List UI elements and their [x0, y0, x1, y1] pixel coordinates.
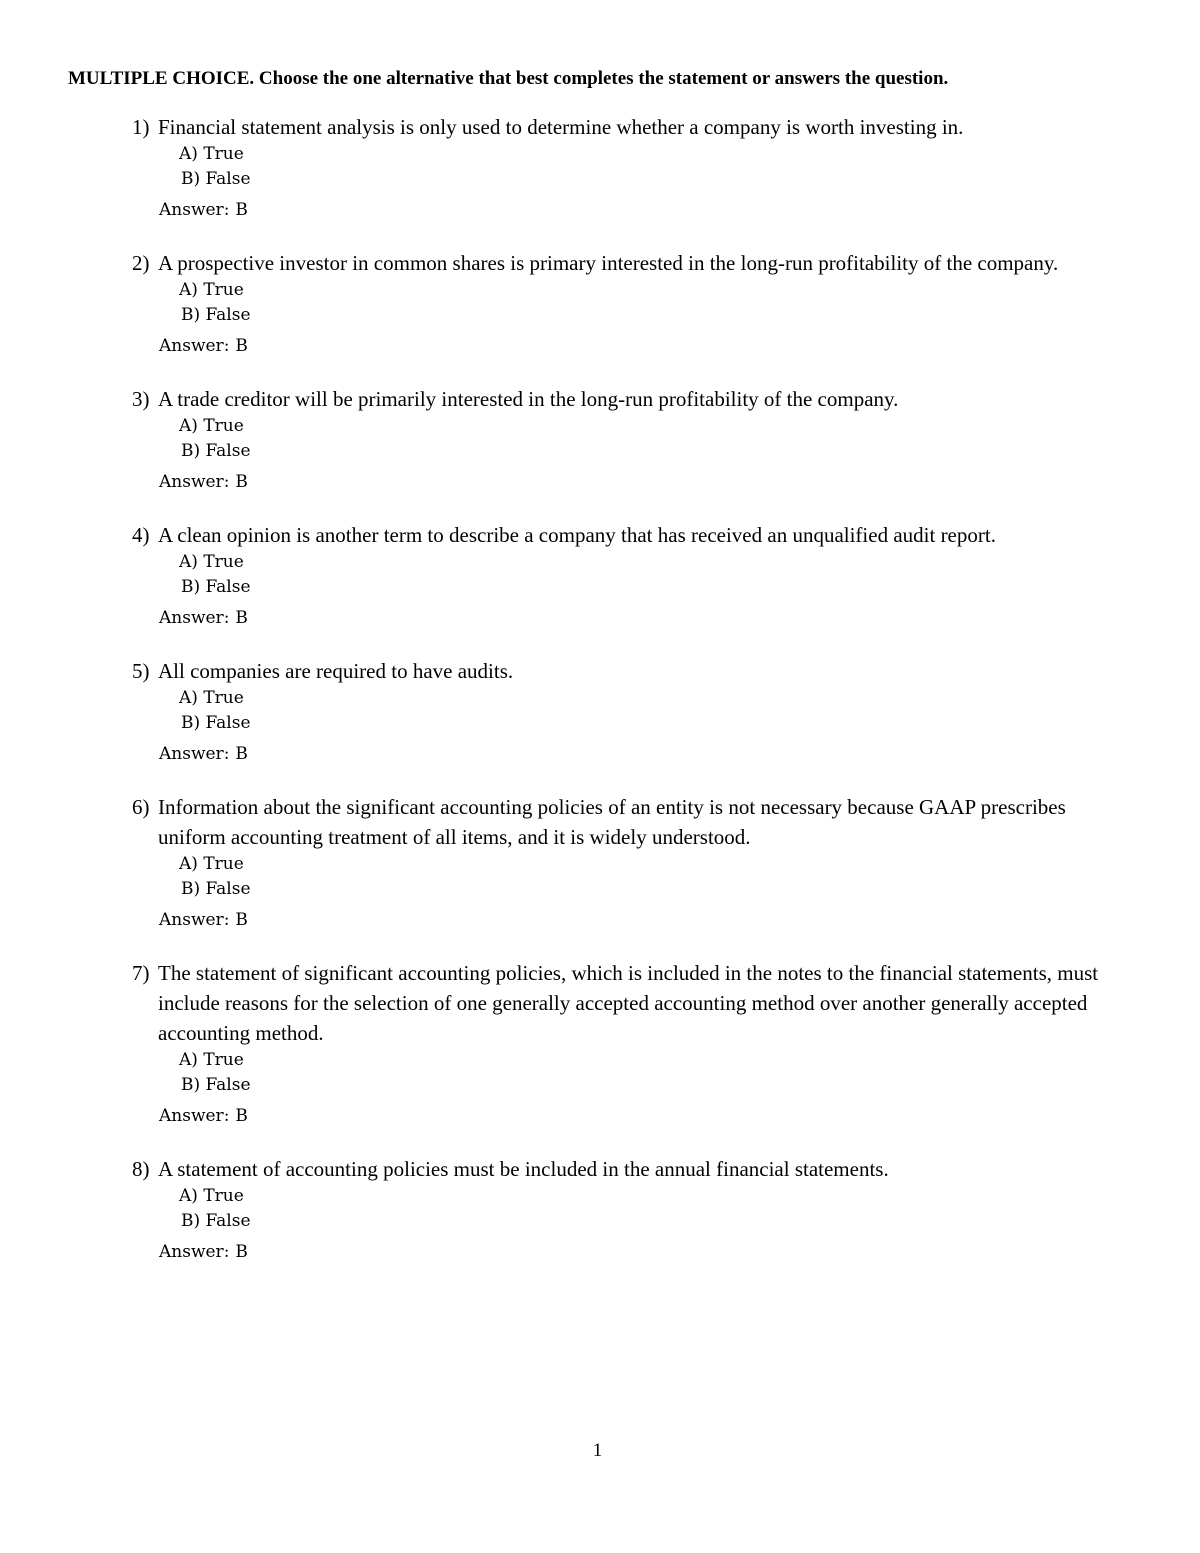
question-stem — [132, 1154, 1122, 1184]
answer-line — [159, 334, 1122, 359]
answer-value: B — [235, 1106, 248, 1126]
question-item — [132, 656, 1122, 767]
option-list — [179, 686, 1122, 736]
question-text: A clean opinion is another term to describe a company that has received an unqualified audit report. — [158, 523, 996, 547]
question-text: Information about the significant accounting policies of an entity is not necessary because GAAP prescribes uniform accounting treatment of all items, and it is widely understood. — [158, 795, 1066, 849]
answer-value: B — [235, 200, 248, 220]
question-stem — [132, 958, 1122, 1048]
option-b: B) False — [181, 879, 251, 899]
option-list — [179, 1184, 1122, 1234]
answer-line — [159, 1240, 1122, 1265]
option-a: A) True — [179, 416, 244, 436]
answer-line — [159, 742, 1122, 767]
section-heading: MULTIPLE CHOICE. Choose the one alternative that best completes the statement or answers the question. — [68, 68, 949, 89]
option-b: B) False — [181, 1075, 251, 1095]
question-text: Financial statement analysis is only used to determine whether a company is worth investing in. — [158, 115, 964, 139]
option-a: A) True — [179, 280, 244, 300]
option-list — [179, 852, 1122, 902]
question-number: 3) — [132, 387, 150, 411]
answer-line — [159, 198, 1122, 223]
question-text: A statement of accounting policies must be included in the annual financial statements. — [158, 1157, 889, 1181]
option-list — [179, 1048, 1122, 1098]
question-number: 4) — [132, 523, 150, 547]
answer-line — [159, 470, 1122, 495]
question-number: 7) — [132, 961, 150, 985]
option-b: B) False — [181, 1211, 251, 1231]
answer-line — [159, 606, 1122, 631]
answer-line — [159, 1104, 1122, 1129]
option-list — [179, 142, 1122, 192]
question-item — [132, 112, 1122, 223]
question-list — [132, 112, 1122, 1290]
option-b: B) False — [181, 441, 251, 461]
answer-value: B — [235, 910, 248, 930]
answer-value: B — [235, 336, 248, 356]
question-number: 1) — [132, 115, 150, 139]
question-text: All companies are required to have audits. — [158, 659, 514, 683]
question-item — [132, 792, 1122, 933]
answer-value: B — [235, 472, 248, 492]
answer-value: B — [235, 608, 248, 628]
page-number: 1 — [592, 1440, 603, 1461]
question-item — [132, 1154, 1122, 1265]
question-item — [132, 248, 1122, 359]
answer-line — [159, 908, 1122, 933]
option-b: B) False — [181, 577, 251, 597]
answer-label: Answer: — [159, 1242, 230, 1262]
answer-value: B — [235, 1242, 248, 1262]
option-a: A) True — [179, 1050, 244, 1070]
answer-label: Answer: — [159, 336, 230, 356]
question-stem — [132, 792, 1122, 852]
option-a: A) True — [179, 854, 244, 874]
answer-label: Answer: — [159, 608, 230, 628]
question-item — [132, 958, 1122, 1129]
question-number: 5) — [132, 659, 150, 683]
option-list — [179, 550, 1122, 600]
question-text: A trade creditor will be primarily interested in the long-run profitability of the company. — [158, 387, 899, 411]
option-b: B) False — [181, 305, 251, 325]
question-item — [132, 520, 1122, 631]
option-a: A) True — [179, 688, 244, 708]
question-number: 8) — [132, 1157, 150, 1181]
option-a: A) True — [179, 1186, 244, 1206]
question-stem — [132, 248, 1122, 278]
answer-label: Answer: — [159, 910, 230, 930]
question-number: 2) — [132, 251, 150, 275]
answer-label: Answer: — [159, 200, 230, 220]
question-stem — [132, 656, 1122, 686]
option-list — [179, 414, 1122, 464]
answer-value: B — [235, 744, 248, 764]
option-a: A) True — [179, 552, 244, 572]
question-text: A prospective investor in common shares is primary interested in the long-run profitability of the company. — [158, 251, 1059, 275]
option-list — [179, 278, 1122, 328]
option-a: A) True — [179, 144, 244, 164]
question-item — [132, 384, 1122, 495]
answer-label: Answer: — [159, 472, 230, 492]
question-stem — [132, 520, 1122, 550]
question-number: 6) — [132, 795, 150, 819]
answer-label: Answer: — [159, 744, 230, 764]
answer-label: Answer: — [159, 1106, 230, 1126]
question-text: The statement of significant accounting policies, which is included in the notes to the financial statements, must include reasons for the selection of one generally accepted accounting method over another generally accepted accounting method. — [158, 961, 1099, 1045]
option-b: B) False — [181, 713, 251, 733]
question-stem — [132, 112, 1122, 142]
option-b: B) False — [181, 169, 251, 189]
question-stem — [132, 384, 1122, 414]
